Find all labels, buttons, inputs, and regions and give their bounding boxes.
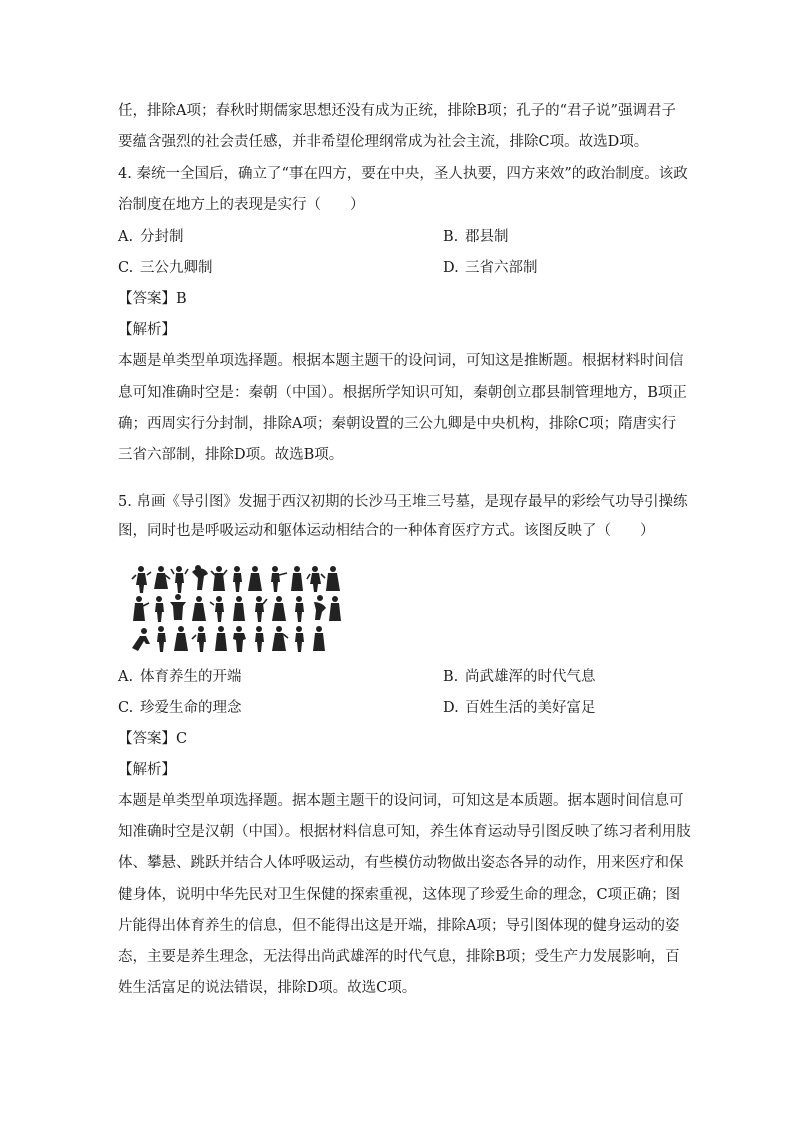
q5-analysis-line-5: 片能得出体育养生的信息，但不能得出这是开端，排除A项；导引图体现的健身运动的姿 [118, 918, 680, 934]
q5-analysis-line-1: 本题是单类型单项选择题。据本题主题干的设问词，可知这是本质题。据本题时间信息可 [118, 793, 684, 809]
q5-analysis-line-6: 态，主要是养生理念，无法得出尚武雄浑的时代气息，排除B项；受生产力发展影响，百 [118, 949, 680, 965]
q5-answer: 【答案】C [118, 731, 188, 747]
q4-analysis-line-1: 本题是单类型单项选择题。根据本题主题干的设问词，可知这是推断题。根据材料时间信 [118, 353, 684, 369]
q5-analysis-line-4: 健身体，说明中华先民对卫生保健的探索重视，这体现了珍爱生命的理念，C项正确；图 [118, 887, 681, 903]
q4-analysis-line-4: 三省六部制，排除D项。故选B项。 [118, 447, 344, 463]
prev-analysis-line-2: 要蕴含强烈的社会责任感，并非希望伦理纲常成为社会主流，排除C项。故选D项。 [118, 134, 649, 150]
q5-option-c: C. 珍爱生命的理念 [118, 700, 242, 716]
q4-answer: 【答案】B [118, 291, 187, 307]
q4-analysis-line-2: 息可知准确时空是：秦朝（中国）。根据所学知识可知，秦朝创立郡县制管理地方，B项正 [118, 385, 687, 401]
q5-analysis-line-2: 知准确时空是汉朝（中国）。根据材料信息可知，养生体育运动导引图反映了练习者利用肢 [118, 824, 691, 840]
q4-analysis-title: 【解析】 [118, 322, 176, 338]
q5-option-a: A. 体育养生的开端 [118, 669, 242, 685]
q4-analysis-line-3: 确；西周实行分封制，排除A项；秦朝设置的三公九卿是中央机构，排除C项；隋唐实行 [118, 416, 677, 432]
prev-analysis-line-1: 任，排除A项；春秋时期儒家思想还没有成为正统，排除B项；孔子的“君子说”强调君子 [118, 103, 676, 119]
daoyin-figures-image [130, 562, 342, 658]
q4-stem-line-2: 治制度在地方上的表现是实行（ ） [118, 197, 365, 213]
q5-analysis-line-3: 体、攀悬、跳跃并结合人体呼吸运动，有些模仿动物做出姿态各异的动作，用来医疗和保 [118, 855, 684, 871]
q4-stem-line-1: 4. 秦统一全国后，确立了“事在四方，要在中央，圣人执要，四方来效”的政治制度。该政 [118, 166, 688, 182]
q4-option-b: B. 郡县制 [443, 229, 509, 245]
q5-analysis-line-7: 姓生活富足的说法错误，排除D项。故选C项。 [118, 980, 417, 996]
q4-option-a: A. 分封制 [118, 229, 184, 245]
q4-option-c: C. 三公九卿制 [118, 260, 213, 276]
q5-stem-line-2: 图，同时也是呼吸运动和躯体运动相结合的一种体育医疗方式。该图反映了（ ） [118, 523, 655, 539]
q4-option-d: D. 三省六部制 [443, 260, 538, 276]
q5-option-b: B. 尚武雄浑的时代气息 [443, 669, 596, 685]
q5-option-d: D. 百姓生活的美好富足 [443, 700, 596, 716]
q5-analysis-title: 【解析】 [118, 762, 176, 778]
q5-stem-line-1: 5. 帛画《导引图》发掘于西汉初期的长沙马王堆三号墓，是现存最早的彩绘气功导引操练 [118, 494, 688, 510]
